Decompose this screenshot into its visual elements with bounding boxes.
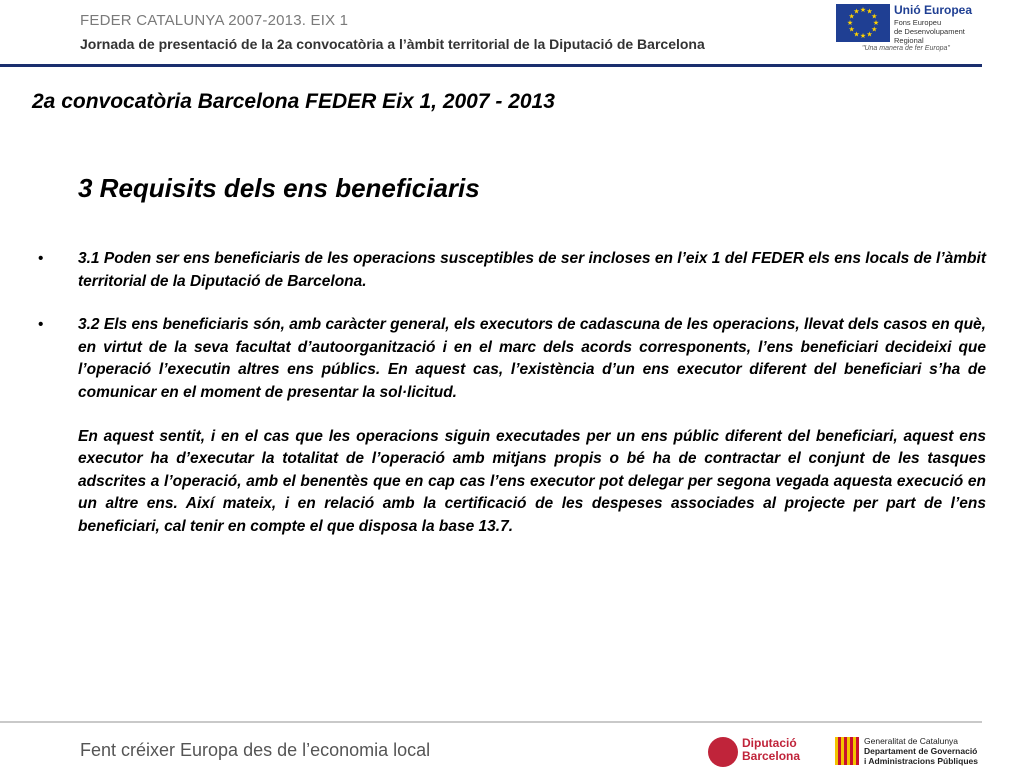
paragraph-3-1 [38,248,986,293]
paragraph-continuation [38,426,986,539]
header-event-title: Jornada de presentació de la 2a convocatòria a l’àmbit territorial de la Diputació de Barcelona [80,36,705,52]
svg-text:★: ★ [859,6,867,14]
svg-text:★: ★ [846,19,854,27]
eu-fund-line: Regional [894,36,924,45]
svg-text:★: ★ [872,19,880,27]
header-program-title: FEDER CATALUNYA 2007-2013. EIX 1 [80,12,349,29]
bullet-icon: • [38,316,44,334]
eu-fund-line: de Desenvolupament [894,27,965,36]
slide-body [38,248,986,560]
svg-text:★: ★ [848,25,855,34]
paragraph-text: 3.1 Poden ser ens beneficiaris de les operacions susceptibles de ser incloses en l’eix 1 del FEDER els ens locals de l’àmbit territorial de la Diputació de Barcelona. [78,250,986,290]
svg-text:★: ★ [853,30,860,39]
paragraph-text: 3.2 Els ens beneficiaris són, amb caràcter general, els executors de cadascuna de les operacions, llevat dels casos en què, en virtut de la seva facultat d’autoorganització i en el marc dels acords corresponents, l’ens beneficiari decideixi que l’operació l’executin altres ens públics. En aquest cas, l’existència d’un ens executor diferent del beneficiari s’ha de comunicar en el moment de presentar la sol·licitud. [78,316,986,401]
header-divider [0,64,982,67]
bullet-icon: • [38,250,44,267]
footer-divider [0,721,982,723]
svg-text:★: ★ [866,30,873,39]
svg-text:★: ★ [859,32,867,40]
eu-fund-name [894,18,989,45]
svg-text:★: ★ [866,7,873,16]
slide-title: 2a convocatòria Barcelona FEDER Eix 1, 2007 - 2013 [32,90,555,113]
eu-flag-logo [836,4,890,42]
generalitat-logo-text [864,736,978,766]
diputacio-line: Diputació [742,736,797,750]
svg-text:★: ★ [871,25,878,34]
eu-fund-line: Fons Europeu [894,18,942,27]
footer-slogan: Fent créixer Europa des de l’economia local [80,740,431,760]
svg-text:★: ★ [848,12,855,21]
diputacio-line: Barcelona [742,749,801,763]
generalitat-line: Departament de Governació [864,746,978,756]
section-title: 3 Requisits dels ens beneficiaris [78,173,480,203]
generalitat-line: i Administracions Públiques [864,756,978,766]
diputacio-logo-icon [708,737,738,767]
svg-text:★: ★ [853,7,860,16]
generalitat-line: Generalitat de Catalunya [864,736,959,746]
paragraph-3-2 [38,314,986,404]
svg-text:★: ★ [871,12,878,21]
eu-title: Unió Europea [894,3,973,17]
generalitat-logo-icon [835,737,859,765]
diputacio-logo-text [742,737,800,763]
eu-motto: "Una manera de fer Europa" [862,45,950,52]
slide-header [0,0,1024,68]
paragraph-text: En aquest sentit, i en el cas que les operacions siguin executades per un ens públic diferent del beneficiari, aquest ens executor ha d’executar la totalitat de l’operació amb mitjans propis o bé ha de contractar el conjunt de les tasques adscrites a l’operació, amb el benentès que en cap cas l’ens executor pot delegar per segona vegada aquesta execució en un altre ens. Així mateix, i en relació amb la certificació de les despeses associades al projecte per part de l’ens beneficiari, cal tenir en compte el que disposa la base 13.7. [78,427,986,535]
